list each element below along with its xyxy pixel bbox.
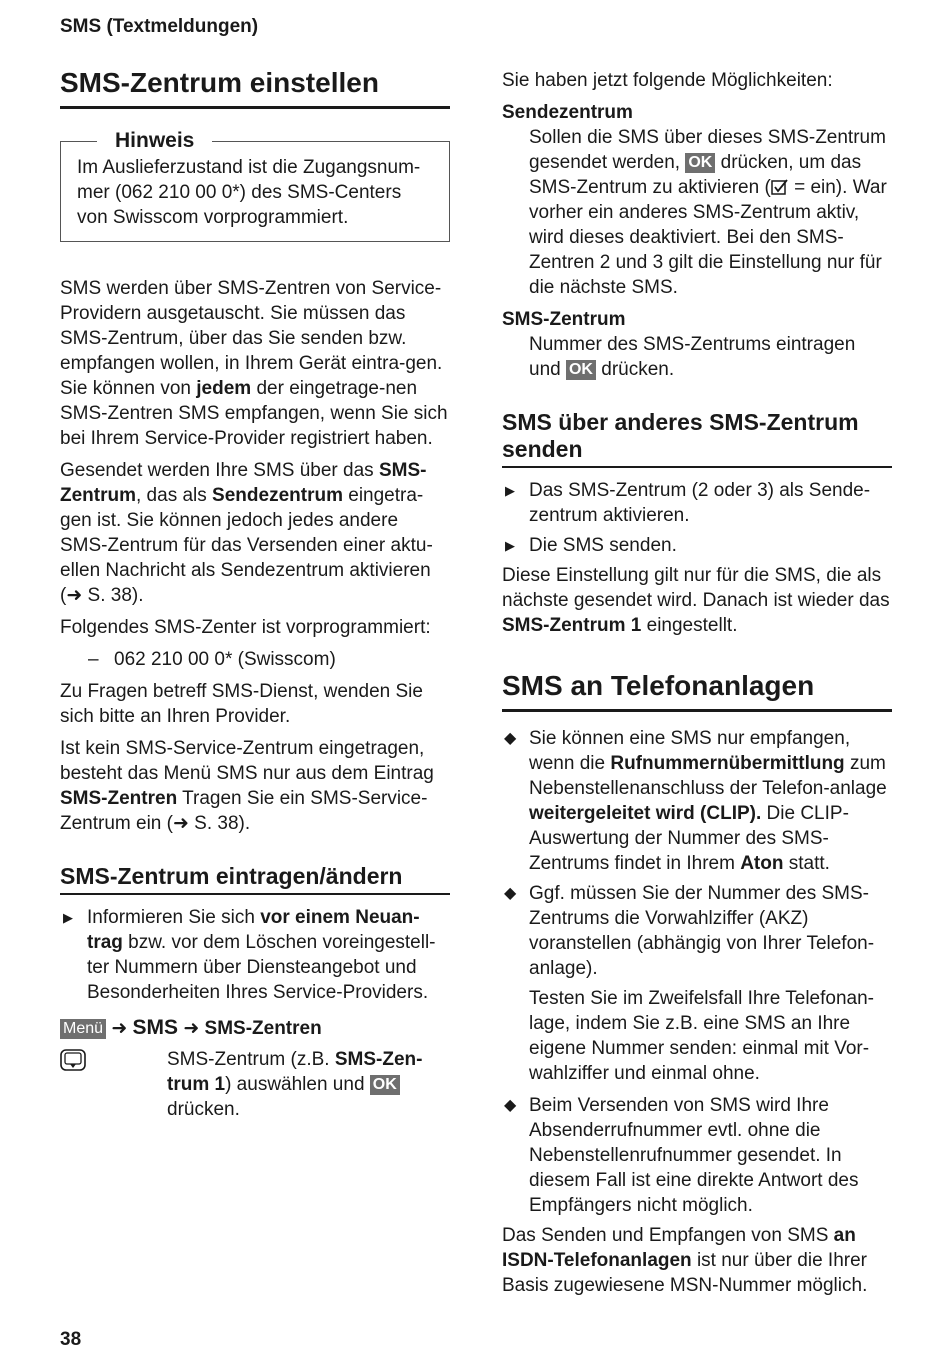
term-title: Sendezentrum xyxy=(502,102,633,123)
list-item xyxy=(502,881,892,981)
list-item xyxy=(502,478,892,528)
ok-key-icon: OK xyxy=(566,360,596,380)
checkbox-checked-icon xyxy=(771,177,789,198)
list-item xyxy=(502,1093,892,1218)
text: statt. xyxy=(783,853,830,874)
page-reference[interactable]: S. 38). xyxy=(82,585,144,606)
triangle-bullet-icon: ▶ xyxy=(63,910,73,925)
text-bold: Aton xyxy=(740,853,784,874)
paragraph xyxy=(502,1223,892,1298)
triangle-bullet-icon: ▶ xyxy=(505,538,515,553)
running-head: SMS (Textmeldungen) xyxy=(60,16,259,37)
list-item xyxy=(60,905,450,1005)
list-item xyxy=(502,726,892,876)
diamond-bullet-icon: ◆ xyxy=(504,730,517,747)
paragraph: Sie haben jetzt folgende Möglichkeiten: xyxy=(502,70,833,91)
text: , das als xyxy=(136,485,213,506)
menu-path xyxy=(60,1015,450,1041)
list-item-text: 062 210 00 0* (Swisscom) xyxy=(114,649,336,670)
note-text: Im Auslieferzustand ist die Zugangsnum-mer (062 210 00 0*) des SMS-Centers von Swisscom vorprogrammiert. xyxy=(77,157,421,228)
list-item xyxy=(60,647,450,672)
ok-key-icon: OK xyxy=(685,153,715,173)
dash-icon: – xyxy=(88,649,99,670)
text: = ein). War vorher ein anderes SMS-Zentrum aktiv, wird dieses deaktiviert. Bei den SMS-Zentren 2 und 3 gilt die Einstellung nur für die nächste SMS. xyxy=(529,177,887,298)
paragraph: Testen Sie im Zweifelsfall Ihre Telefonan-lage, indem Sie z.B. eine SMS an Ihre eigene Nummer senden: einmal mit Vor-wahlziffer und einmal ohne. xyxy=(529,988,874,1084)
note-title: Hinweis xyxy=(97,128,212,154)
text: Informieren Sie sich xyxy=(87,907,261,928)
text-bold: an ISDN-Telefonanlagen xyxy=(502,1225,856,1271)
text: Die CLIP-Auswertung der Nummer des SMS-Zentrums findet in Ihrem xyxy=(529,803,849,874)
text-bold: Rufnummernübermittlung xyxy=(610,753,845,774)
text-bold: SMS-Zentrum 1 xyxy=(502,615,642,636)
page-reference[interactable]: S. 38). xyxy=(188,813,251,834)
left-column xyxy=(60,66,450,1122)
text-bold: SMS-Zentren xyxy=(60,788,178,809)
term-title: SMS-Zentrum xyxy=(502,309,626,330)
paragraph: Folgendes SMS-Zenter ist vorprogrammiert: xyxy=(60,617,431,638)
text: Sie können eine SMS nur empfangen, wenn die xyxy=(529,728,851,774)
arrow-icon: ➜ xyxy=(172,813,189,834)
text: Gesendet werden Ihre SMS über das xyxy=(60,460,379,481)
list-item-text: Beim Versenden von SMS wird Ihre Absenderrufnummer evtl. ohne die Nebenstellenrufnummer gesendet. In diesem Fall ist eine direkte Antwort des Empfängers nicht möglich. xyxy=(529,1095,859,1216)
text: zum Nebenstellenanschluss der Telefon-anlage xyxy=(529,753,887,799)
diamond-bullet-icon: ◆ xyxy=(504,885,517,902)
navigation-key-icon xyxy=(60,1049,86,1078)
subsection-heading: SMS-Zentrum eintragen/ändern xyxy=(60,863,450,895)
text: SMS-Zentrum (z.B. xyxy=(167,1049,335,1070)
term-description xyxy=(502,332,892,382)
text-bold: weitergeleitet wird (CLIP). xyxy=(529,803,762,824)
text-bold: Sendezentrum xyxy=(212,485,343,506)
note-box xyxy=(60,129,450,242)
paragraph xyxy=(60,736,450,836)
text-bold: SMS-Zentrum xyxy=(60,460,427,506)
triangle-bullet-icon: ▶ xyxy=(505,483,515,498)
list-item-text: Die SMS senden. xyxy=(529,535,677,556)
arrow-icon: ➜ xyxy=(66,585,83,606)
text: drücken. xyxy=(595,359,675,380)
arrow-icon: ➜ xyxy=(183,1018,200,1039)
text-bold: SMS-Zen-trum 1 xyxy=(167,1049,423,1095)
paragraph: Zu Fragen betreff SMS-Dienst, wenden Sie sich bitte an Ihren Provider. xyxy=(60,681,423,727)
diamond-bullet-icon: ◆ xyxy=(504,1097,517,1114)
paragraph xyxy=(60,458,450,608)
text: eingetra-gen ist. Sie können jedoch jedes andere SMS-Zentrum für das Versenden einer aktu-ellen Nachricht als Sendezentrum aktivieren ( xyxy=(60,485,433,606)
list-item-text: Das SMS-Zentrum (2 oder 3) als Sende-zentrum aktivieren. xyxy=(529,480,871,526)
list-item xyxy=(502,533,892,558)
text: Tragen Sie ein SMS-Service-Zentrum ein ( xyxy=(60,788,428,834)
text: ist nur über die Ihrer Basis zugewiesene MSN-Nummer möglich. xyxy=(502,1250,868,1296)
text: Sollen die SMS über dieses SMS-Zentrum gesendet werden, xyxy=(529,127,886,173)
section-heading: SMS-Zentrum einstellen xyxy=(60,66,450,109)
paragraph xyxy=(502,563,892,638)
menu-item-sms: SMS xyxy=(132,1016,179,1039)
text: Nummer des SMS-Zentrums eintragen und xyxy=(529,334,856,380)
menu-item-sms-zentren: SMS-Zentren xyxy=(204,1018,322,1039)
list-item-text: Ggf. müssen Sie der Nummer des SMS-Zentrums die Vorwahlziffer (AKZ) voranstellen (abhängig von Ihrer Telefon-anlage). xyxy=(529,883,875,979)
instruction-step xyxy=(60,1047,450,1122)
text: SMS werden über SMS-Zentren von Service-Providern ausgetauscht. Sie müssen das SMS-Zentrum, über das Sie senden bzw. empfangen wollen, in Ihrem Gerät eintra-gen. Sie können von xyxy=(60,278,443,399)
text: ) auswählen und xyxy=(225,1074,370,1095)
text: eingestellt. xyxy=(641,615,738,636)
text: drücken, um das SMS-Zentrum zu aktivieren ( xyxy=(529,152,862,198)
ok-key-icon: OK xyxy=(370,1075,400,1095)
subsection-heading: SMS über anderes SMS-Zentrum senden xyxy=(502,409,892,468)
text: drücken. xyxy=(167,1099,240,1120)
text: Das Senden und Empfangen von SMS xyxy=(502,1225,834,1246)
text-bold: vor einem Neuan-trag xyxy=(87,907,420,953)
section-heading: SMS an Telefonanlagen xyxy=(502,669,892,712)
text-bold: jedem xyxy=(196,378,252,399)
menu-key-icon: Menü xyxy=(60,1019,106,1039)
paragraph xyxy=(60,276,450,451)
text: der eingetrage-nen SMS-Zentren SMS empfangen, wenn Sie sich bei Ihrem Service-Provider registriert haben. xyxy=(60,378,448,449)
text: Diese Einstellung gilt nur für die SMS, die als nächste gesendet wird. Danach ist wieder das xyxy=(502,565,890,611)
text: Ist kein SMS-Service-Zentrum eingetragen, besteht das Menü SMS nur aus dem Eintrag xyxy=(60,738,434,784)
term-description xyxy=(502,125,892,300)
right-column xyxy=(502,68,892,1305)
text: bzw. vor dem Löschen voreingestell-ter Nummern über Diensteangebot und Besonderheiten Ihres Service-Providers. xyxy=(87,932,436,1003)
arrow-icon: ➜ xyxy=(111,1018,128,1039)
page-number: 38 xyxy=(60,1329,82,1350)
